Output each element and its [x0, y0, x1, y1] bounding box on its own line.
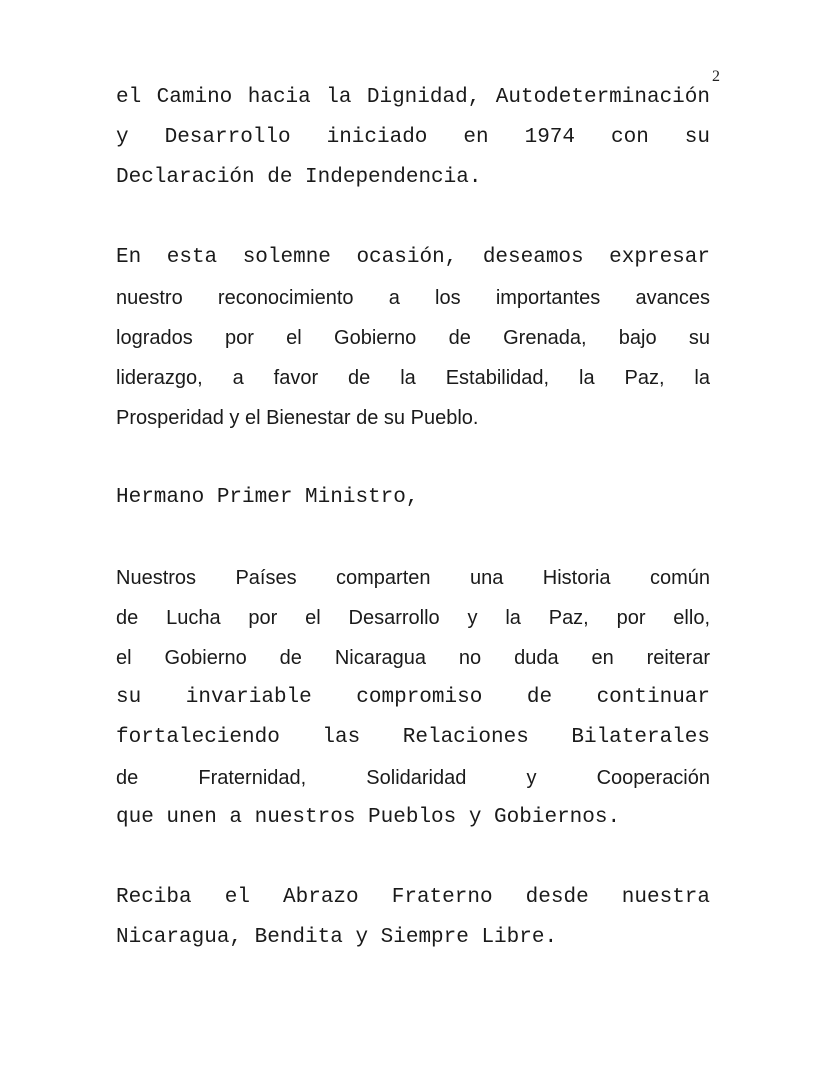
paragraph-1-line-1: el Camino hacia la Dignidad, Autodeterminación	[116, 86, 710, 109]
page-number: 2	[712, 68, 720, 85]
paragraph-2-line-2: nuestro reconocimiento a los importantes avances	[116, 287, 710, 309]
paragraph-2-line-4: liderazgo, a favor de la Estabilidad, la Paz, la	[116, 367, 710, 389]
paragraph-4-line-1: Nuestros Países comparten una Historia común	[116, 567, 710, 589]
paragraph-4-line-6: de Fraternidad, Solidaridad y Cooperación	[116, 767, 710, 789]
paragraph-4-line-4: su invariable compromiso de continuar	[116, 686, 710, 709]
paragraph-4-line-5: fortaleciendo las Relaciones Bilaterales	[116, 726, 710, 749]
paragraph-5-line-1: Reciba el Abrazo Fraterno desde nuestra	[116, 886, 710, 909]
paragraph-4-line-7: que unen a nuestros Pueblos y Gobiernos.	[116, 806, 621, 829]
paragraph-4-line-2: de Lucha por el Desarrollo y la Paz, por ello,	[116, 607, 710, 629]
paragraph-1-line-3: Declaración de Independencia.	[116, 166, 482, 189]
paragraph-4-line-3: el Gobierno de Nicaragua no duda en reiterar	[116, 647, 710, 669]
paragraph-2-line-3: logrados por el Gobierno de Grenada, bajo su	[116, 327, 710, 349]
paragraph-5-line-2: Nicaragua, Bendita y Siempre Libre.	[116, 926, 558, 949]
salutation-line: Hermano Primer Ministro,	[116, 486, 419, 509]
paragraph-1-line-2: y Desarrollo iniciado en 1974 con su	[116, 126, 710, 149]
paragraph-2-line-5: Prosperidad y el Bienestar de su Pueblo.	[116, 407, 479, 429]
paragraph-2-line-1: En esta solemne ocasión, deseamos expresar	[116, 246, 710, 269]
